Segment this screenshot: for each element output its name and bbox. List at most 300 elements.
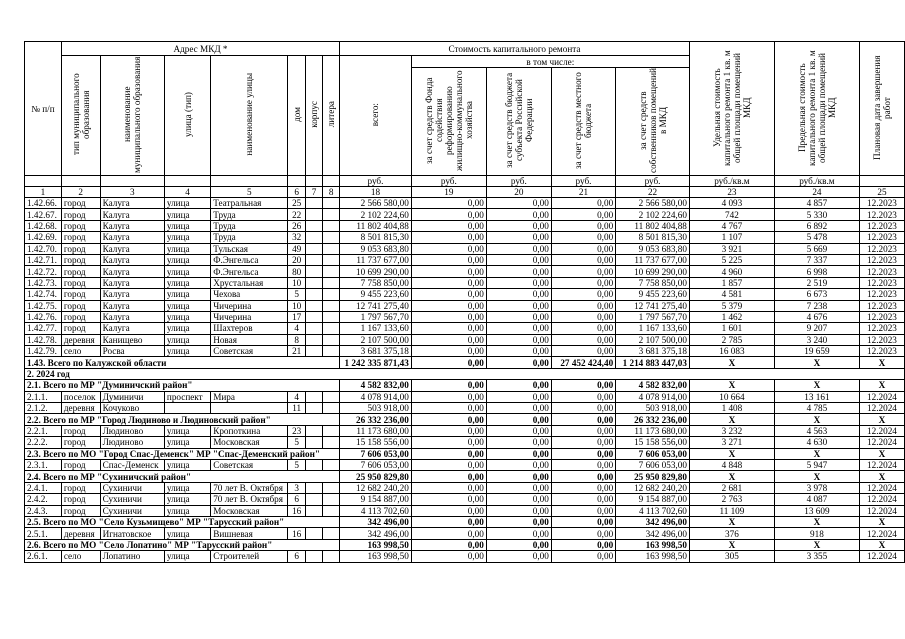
table-cell [305,482,322,493]
table-cell: 2 566 580,00 [340,198,412,209]
subtotal-cell: X [689,516,774,527]
table-cell [305,391,322,402]
table-cell: 1.42.71. [25,254,62,265]
table-cell [305,334,322,345]
subtotal-cell: X [774,357,859,368]
table-cell: Чичерина [211,311,288,322]
table-cell: Калуга [100,243,164,254]
table-cell: 8 501 815,30 [340,232,412,243]
table-cell: 12.2023 [859,220,904,231]
table-row [25,254,905,265]
table-cell: 1 167 133,60 [340,323,412,334]
table-cell: 4 113 702,60 [616,505,690,516]
table-cell: 0,00 [551,403,615,414]
table-cell: 32 [288,232,305,243]
col-num: 4 [164,187,210,198]
table-cell: Чехова [211,289,288,300]
table-cell: 9 207 [774,323,859,334]
table-cell: проспект [164,391,210,402]
table-cell: Росва [100,346,164,357]
table-cell: Людиново [100,425,164,436]
table-cell: 10 664 [689,391,774,402]
table-cell: 7 238 [774,300,859,311]
subtotal-label: 2.1. Всего по МР "Думиничский район" [25,380,340,391]
table-cell [323,243,340,254]
col-num: 20 [486,187,551,198]
table-cell: Калуга [100,277,164,288]
table-cell [323,494,340,505]
table-cell: город [61,437,100,448]
table-cell [211,403,288,414]
table-cell: Калуга [100,209,164,220]
subtotal-cell: X [859,516,904,527]
table-cell: 12.2024 [859,437,904,448]
table-cell: 0,00 [486,300,551,311]
subtotal-cell: 163 998,50 [340,539,412,550]
table-row [25,209,905,220]
table-cell: 12 741 275,40 [616,300,690,311]
table-cell: 12.2023 [859,209,904,220]
table-cell: Калуга [100,254,164,265]
table-cell: Ф.Энгельса [211,266,288,277]
table-cell: город [61,232,100,243]
table-cell: 17 [288,311,305,322]
subtotal-row [25,380,905,391]
table-cell: 19 659 [774,346,859,357]
table-cell: улица [164,220,210,231]
table-cell: 1 408 [689,403,774,414]
subtotal-cell: 7 606 053,00 [340,448,412,459]
table-cell: 15 158 556,00 [616,437,690,448]
table-cell: 8 [288,334,305,345]
subtotal-cell: X [774,539,859,550]
table-row [25,232,905,243]
table-cell: 9 455 223,60 [340,289,412,300]
col-num: 6 [288,187,305,198]
table-cell: село [61,346,100,357]
table-cell: Спас-Деменск [100,459,164,470]
table-cell: город [61,243,100,254]
table-cell: 4 093 [689,198,774,209]
table-row [25,494,905,505]
capital-repair-table-sheet [24,41,905,563]
table-cell: 70 лет В. Октября [211,494,288,505]
subtotal-cell: X [774,380,859,391]
table-cell: Труда [211,209,288,220]
table-cell: 0,00 [411,459,486,470]
table-cell: 12.2023 [859,289,904,300]
table-cell: 0,00 [551,528,615,539]
table-cell: 25 [288,198,305,209]
table-cell: Строителей [211,551,288,562]
table-cell [305,528,322,539]
table-cell: 0,00 [551,289,615,300]
table-cell: Калуга [100,323,164,334]
unit-22: руб. [616,176,690,187]
col-header-8 [323,56,340,176]
table-cell: 0,00 [551,505,615,516]
table-cell: 49 [288,243,305,254]
table-cell: 503 918,00 [616,403,690,414]
table-cell: 80 [288,266,305,277]
table-cell: 4 676 [774,311,859,322]
subtotal-cell: 0,00 [551,380,615,391]
subtotal-cell: 0,00 [486,471,551,482]
col-header-3 [100,56,164,176]
table-cell: 12.2024 [859,551,904,562]
table-cell: село [61,551,100,562]
col-header-23-text: Удельная стоимость капитального ремонта 1 кв. м общей площади помещений МКД [711,49,752,166]
subtotal-cell: 0,00 [411,448,486,459]
table-cell: 12.2023 [859,198,904,209]
table-cell: 0,00 [411,551,486,562]
subtotal-cell: 0,00 [411,516,486,527]
table-row [25,403,905,414]
table-cell: 6 [288,551,305,562]
table-cell: 0,00 [486,243,551,254]
table-cell: 2 107 500,00 [340,334,412,345]
table-cell: 0,00 [411,528,486,539]
col-header-address: Адрес МКД * [61,42,339,56]
table-cell: 0,00 [486,220,551,231]
table-cell: 0,00 [486,266,551,277]
table-cell: 12.2023 [859,232,904,243]
table-cell: 11 109 [689,505,774,516]
table-cell: 0,00 [551,494,615,505]
table-cell: 11 737 677,00 [340,254,412,265]
table-cell [323,551,340,562]
table-cell: 0,00 [486,505,551,516]
table-cell: 2 763 [689,494,774,505]
table-cell [323,209,340,220]
table-cell: 1.42.76. [25,311,62,322]
table-cell: город [61,300,100,311]
table-cell: Калуга [100,198,164,209]
table-cell: 0,00 [486,551,551,562]
col-header-4 [164,56,210,176]
table-cell: 0,00 [411,220,486,231]
table-cell: 0,00 [486,437,551,448]
table-cell [305,403,322,414]
table-cell: 11 [288,403,305,414]
table-cell: 0,00 [411,334,486,345]
unit-21: руб. [551,176,615,187]
table-cell: улица [164,346,210,357]
table-cell: 2 102 224,60 [616,209,690,220]
col-header-5-text: наименование улицы [244,73,255,156]
table-cell: 4 087 [774,494,859,505]
table-cell [323,277,340,288]
table-cell [323,300,340,311]
table-cell: Чичерина [211,300,288,311]
table-cell: 6 673 [774,289,859,300]
col-header-18-text: всего: [370,102,381,127]
subtotal-cell: 25 950 829,80 [340,471,412,482]
table-cell: 0,00 [411,403,486,414]
table-cell: 0,00 [411,323,486,334]
table-cell: 918 [774,528,859,539]
table-cell: 11 737 677,00 [616,254,690,265]
table-cell: 16 [288,528,305,539]
table-cell: 5 379 [689,300,774,311]
table-cell: Игнатовское [100,528,164,539]
subtotal-label: 2.3. Всего по МО "Город Спас-Деменск" МР "Спас-Деменский район" [25,448,340,459]
table-row [25,198,905,209]
table-cell [305,254,322,265]
table-cell: 0,00 [551,323,615,334]
table-cell: 12 682 240,20 [340,482,412,493]
table-cell: Калуга [100,232,164,243]
table-cell: 3 681 375,18 [340,346,412,357]
subtotal-cell: 0,00 [551,414,615,425]
table-cell: 503 918,00 [340,403,412,414]
table-cell: 7 758 850,00 [616,277,690,288]
table-cell [323,254,340,265]
table-cell: 1 857 [689,277,774,288]
table-cell: 5 [288,437,305,448]
table-cell [323,232,340,243]
unit-23: руб./кв.м [689,176,774,187]
table-cell: Людиново [100,437,164,448]
table-cell [305,220,322,231]
table-cell [323,437,340,448]
table-cell: улица [164,505,210,516]
table-cell: Калуга [100,311,164,322]
table-cell: 9 455 223,60 [616,289,690,300]
table-cell: 0,00 [486,346,551,357]
col-header-2-text: тип муниципального образования [70,73,91,156]
table-cell: Труда [211,232,288,243]
table-cell: 2 519 [774,277,859,288]
table-cell: 0,00 [551,232,615,243]
col-header-22-text: за счет средств собственников помещений в МКД [637,68,668,173]
table-cell: 3 271 [689,437,774,448]
subtotal-cell: 342 496,00 [616,516,690,527]
table-cell: 376 [689,528,774,539]
table-cell: 16 [288,505,305,516]
col-header-21-text: за счет средств местного бюджета [573,72,594,169]
table-cell [323,391,340,402]
table-row [25,346,905,357]
subtotal-cell: 1 242 335 871,43 [340,357,412,368]
subtotal-row [25,414,905,425]
col-header-5 [211,56,288,176]
table-cell [305,459,322,470]
table-cell: 13 161 [774,391,859,402]
subtotal-cell: X [859,414,904,425]
table-cell: 2.2.1. [25,425,62,436]
table-cell: 1.42.66. [25,198,62,209]
col-header-18 [340,56,412,176]
table-cell: 0,00 [411,243,486,254]
table-cell [323,334,340,345]
table-cell: 2.2.2. [25,437,62,448]
table-cell: 3 355 [774,551,859,562]
subtotal-cell: 4 582 832,00 [616,380,690,391]
table-cell: деревня [61,528,100,539]
table-cell [305,346,322,357]
table-cell: 0,00 [411,232,486,243]
table-cell: 0,00 [411,346,486,357]
table-cell: 0,00 [411,311,486,322]
table-cell [323,403,340,414]
table-cell: улица [164,266,210,277]
col-header-8-text: литера [326,101,337,128]
table-cell: Московская [211,505,288,516]
table-cell: 1.42.77. [25,323,62,334]
table-cell: 4 630 [774,437,859,448]
table-cell: 22 [288,209,305,220]
table-cell: Тульская [211,243,288,254]
table-cell: 12 682 240,20 [616,482,690,493]
table-cell: 11 802 404,88 [340,220,412,231]
subtotal-cell: X [859,539,904,550]
table-cell: Лопатино [100,551,164,562]
table-cell: 4 078 914,00 [340,391,412,402]
table-cell: 0,00 [411,209,486,220]
table-cell: 2 107 500,00 [616,334,690,345]
unit-20: руб. [486,176,551,187]
table-cell: Ф.Энгельса [211,254,288,265]
table-cell: улица [164,300,210,311]
unit-19: руб. [411,176,486,187]
capital-repair-table [24,41,905,563]
table-cell: 12.2023 [859,300,904,311]
table-cell: 12.2023 [859,266,904,277]
subtotal-cell: 342 496,00 [340,516,412,527]
table-cell: 2.6.1. [25,551,62,562]
table-cell: 0,00 [411,437,486,448]
table-cell [305,323,322,334]
subtotal-cell: X [859,471,904,482]
subtotal-cell: X [689,357,774,368]
table-row [25,391,905,402]
table-cell: город [61,277,100,288]
table-cell: 7 337 [774,254,859,265]
col-num: 3 [100,187,164,198]
col-num: 23 [689,187,774,198]
table-cell: 4 563 [774,425,859,436]
table-cell: 12.2023 [859,323,904,334]
table-cell: 3 978 [774,482,859,493]
table-cell: 2.1.2. [25,403,62,414]
table-row [25,437,905,448]
table-cell: 12.2024 [859,494,904,505]
table-cell: 20 [288,254,305,265]
unit-24: руб./кв.м [774,176,859,187]
table-cell: 0,00 [551,334,615,345]
col-num: 22 [616,187,690,198]
table-cell: 6 998 [774,266,859,277]
col-header-23 [689,42,774,176]
subtotal-row [25,516,905,527]
table-cell: 0,00 [411,482,486,493]
col-header-19-text: за счет средств Фонда содействия реформированию жилищно-коммунального хозяйства [423,70,474,171]
table-cell: 2 785 [689,334,774,345]
table-cell: 7 606 053,00 [340,459,412,470]
table-cell: город [61,482,100,493]
table-cell: Новая [211,334,288,345]
table-cell: 3 240 [774,334,859,345]
subtotal-row [25,471,905,482]
subtotal-cell: X [859,448,904,459]
col-num: 5 [211,187,288,198]
subtotal-cell: X [774,471,859,482]
table-cell: 3 [288,482,305,493]
table-cell: 11 173 680,00 [616,425,690,436]
subtotal-cell: 4 582 832,00 [340,380,412,391]
table-cell: улица [164,494,210,505]
table-cell: город [61,311,100,322]
table-cell: 12.2024 [859,391,904,402]
col-header-6-text: дом [291,107,302,122]
table-cell: 0,00 [411,300,486,311]
table-cell: 0,00 [486,277,551,288]
col-header-2 [61,56,100,176]
col-header-incl: в том числе: [411,56,689,68]
table-cell: 0,00 [486,232,551,243]
table-cell: улица [164,198,210,209]
table-cell: 1 797 567,70 [616,311,690,322]
subtotal-cell: X [859,357,904,368]
table-cell: 2 681 [689,482,774,493]
table-cell: 16 083 [689,346,774,357]
table-cell: 2.5.1. [25,528,62,539]
table-cell: 0,00 [551,551,615,562]
col-num: 1 [25,187,62,198]
table-cell: 0,00 [551,437,615,448]
table-cell: 4 857 [774,198,859,209]
col-header-24-text: Предельная стоимость капитального ремонта 1 кв. м общей площади помещений МКД [796,49,837,166]
table-cell: Канищево [100,334,164,345]
table-cell: 0,00 [486,459,551,470]
table-cell: 4 581 [689,289,774,300]
table-cell: город [61,220,100,231]
table-cell [323,505,340,516]
table-row [25,459,905,470]
table-cell: 7 606 053,00 [616,459,690,470]
table-cell: Московская [211,437,288,448]
table-cell: 9 154 887,00 [616,494,690,505]
table-row [25,311,905,322]
table-cell: Сухиничи [100,494,164,505]
table-cell: Театральная [211,198,288,209]
table-cell: 0,00 [411,391,486,402]
table-cell: улица [164,459,210,470]
table-row [25,266,905,277]
table-cell: улица [164,232,210,243]
table-cell: 0,00 [551,459,615,470]
units-row [25,176,905,187]
table-cell: 8 501 815,30 [616,232,690,243]
table-cell: 70 лет В. Октября [211,482,288,493]
table-cell: 0,00 [551,277,615,288]
subtotal-cell: 163 998,50 [616,539,690,550]
subtotal-cell: X [774,516,859,527]
table-cell: 0,00 [486,198,551,209]
col-num: 2 [61,187,100,198]
table-cell: 10 699 290,00 [616,266,690,277]
table-cell: 305 [689,551,774,562]
table-cell: 10 [288,300,305,311]
subtotal-cell: 1 214 883 447,03 [616,357,690,368]
table-cell: 4 [288,391,305,402]
subtotal-label: 2.4. Всего по МР "Сухиничский район" [25,471,340,482]
table-row [25,528,905,539]
table-cell: Кропоткина [211,425,288,436]
table-cell: улица [164,437,210,448]
table-cell: 0,00 [551,243,615,254]
